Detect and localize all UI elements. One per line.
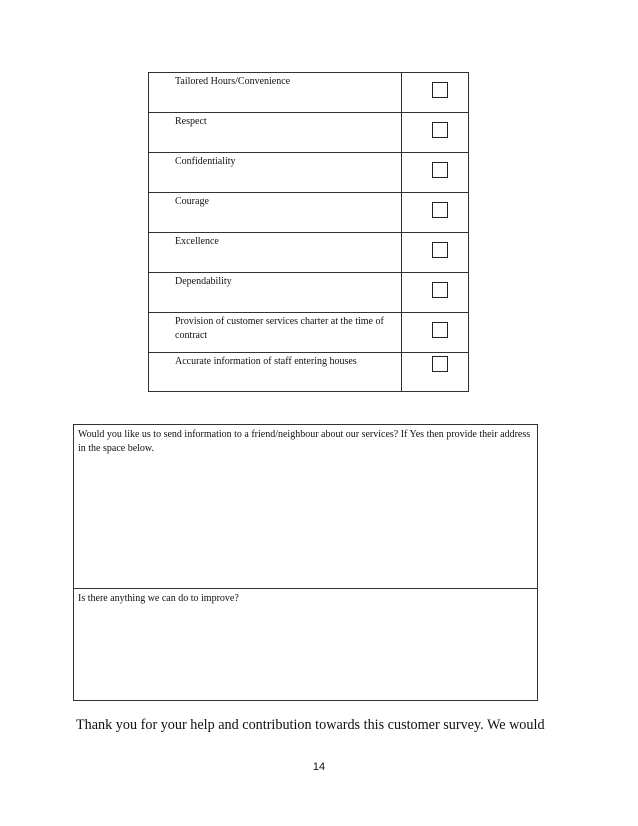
closing-text: Thank you for your help and contribution towards this customer survey. We would: [76, 717, 545, 733]
checklist-box-cell: [402, 313, 469, 353]
checklist-label-cell: [149, 233, 402, 273]
checkbox-tailored-hours[interactable]: [432, 82, 448, 98]
checkbox-dependability[interactable]: [432, 282, 448, 298]
checklist-box-cell: [402, 233, 469, 273]
checklist-label: Provision of customer services charter at the time of contract: [175, 316, 384, 341]
checklist-box-cell: [402, 73, 469, 113]
checkbox-staff-information[interactable]: [432, 356, 448, 372]
improve-question: Is there anything we can do to improve?: [78, 593, 239, 604]
checklist-label-cell: [149, 153, 402, 193]
checklist-label: Dependability: [175, 276, 232, 287]
question-row: [74, 589, 538, 701]
checklist-box-cell: [402, 273, 469, 313]
checklist-row: [149, 113, 469, 153]
refer-friend-question: Would you like us to send information to a friend/neighbour about our services? If Yes then provide their address in the space below.: [78, 429, 531, 454]
page-number: 14: [312, 761, 326, 773]
checkbox-excellence[interactable]: [432, 242, 448, 258]
checklist-label-cell: [149, 313, 402, 353]
refer-friend-answer-area[interactable]: [74, 425, 538, 589]
checklist-label-cell: [149, 353, 402, 392]
checklist-row: [149, 233, 469, 273]
checklist-label-cell: [149, 273, 402, 313]
checklist-label: Confidentiality: [175, 156, 236, 167]
service-values-checklist: [148, 72, 469, 392]
checklist-box-cell: [402, 153, 469, 193]
checklist-box-cell: [402, 193, 469, 233]
question-row: [74, 425, 538, 589]
checklist-row: [149, 193, 469, 233]
checklist-row: [149, 313, 469, 353]
checklist-row: [149, 73, 469, 113]
checkbox-customer-charter[interactable]: [432, 322, 448, 338]
open-questions-table: [73, 424, 538, 701]
checklist-label-cell: [149, 193, 402, 233]
checklist-label: Respect: [175, 116, 207, 127]
checkbox-courage[interactable]: [432, 202, 448, 218]
checklist-row: [149, 273, 469, 313]
checkbox-respect[interactable]: [432, 122, 448, 138]
improve-answer-area[interactable]: [74, 589, 538, 701]
checklist-label-cell: [149, 113, 402, 153]
checklist-label: Accurate information of staff entering houses: [175, 356, 357, 367]
checklist-box-cell: [402, 353, 469, 392]
checklist-label: Courage: [175, 196, 209, 207]
checklist-box-cell: [402, 113, 469, 153]
checklist-label: Excellence: [175, 236, 219, 247]
checklist-row: [149, 353, 469, 392]
checklist-row: [149, 153, 469, 193]
checklist-label-cell: [149, 73, 402, 113]
checkbox-confidentiality[interactable]: [432, 162, 448, 178]
checklist-label: Tailored Hours/Convenience: [175, 76, 291, 87]
